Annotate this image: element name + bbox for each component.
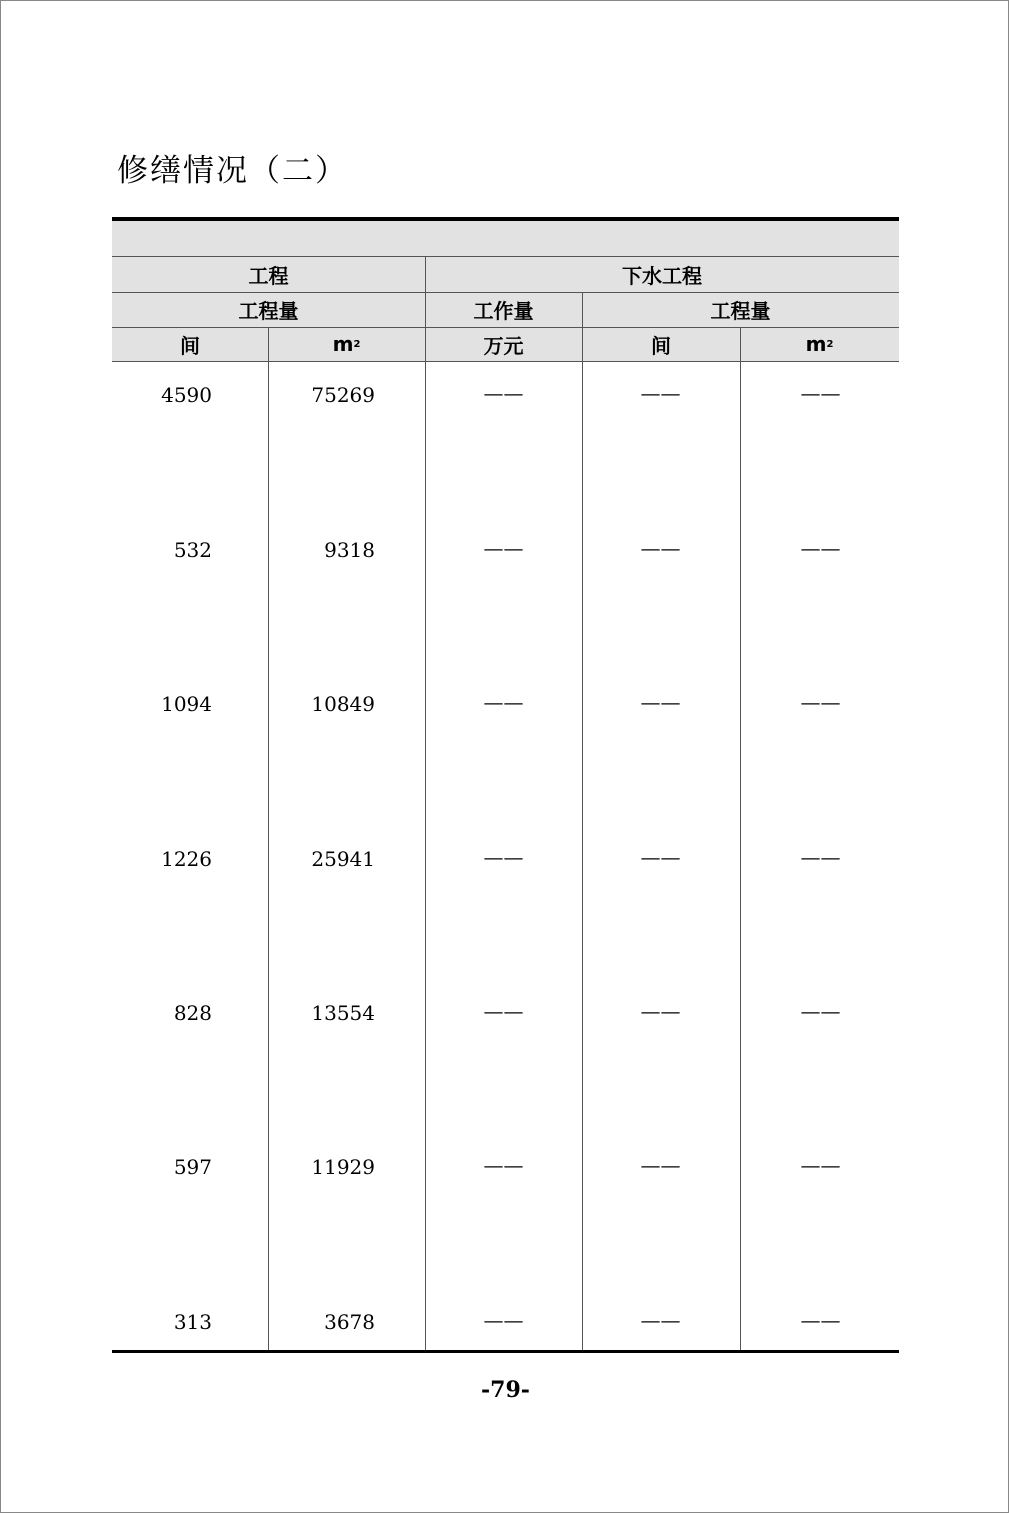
cell-rooms: 1094 [161, 692, 212, 716]
header-sewer-project: 下水工程 [622, 263, 702, 288]
cell-dash: —— [483, 1153, 524, 1177]
table-bottom-rule [112, 1350, 899, 1353]
cell-area: 9318 [324, 538, 375, 562]
cell-dash: —— [483, 845, 524, 869]
cell-dash: —— [483, 536, 524, 560]
cell-dash: —— [640, 381, 681, 405]
cell-area: 11929 [311, 1155, 375, 1179]
unit-superscript-2: 2 [826, 338, 834, 350]
unit-ten-thousand-yuan: 万元 [483, 333, 524, 358]
cell-dash: —— [800, 1308, 841, 1332]
column-divider [425, 256, 426, 1350]
cell-dash: —— [483, 690, 524, 714]
cell-area: 13554 [311, 1001, 375, 1025]
cell-rooms: 1226 [161, 847, 212, 871]
unit-superscript: 2 [353, 338, 361, 350]
header-quantity-left: 工程量 [238, 299, 299, 323]
cell-dash: —— [483, 381, 524, 405]
cell-rooms: 313 [173, 1310, 212, 1334]
page-number: -79- [481, 1377, 530, 1403]
unit-rooms-2: 间 [651, 333, 671, 358]
header-divider [112, 361, 899, 362]
cell-dash: —— [640, 690, 681, 714]
cell-rooms: 4590 [161, 383, 212, 407]
repair-table [112, 217, 899, 1354]
unit-square-meters-2 [740, 327, 899, 361]
cell-dash: —— [800, 999, 841, 1023]
cell-dash: —— [800, 1153, 841, 1177]
cell-dash: —— [800, 845, 841, 869]
unit-square-meters [268, 327, 425, 361]
cell-dash: —— [800, 536, 841, 560]
cell-dash: —— [640, 1153, 681, 1177]
cell-dash: —— [800, 381, 841, 405]
unit-m: m [332, 332, 354, 356]
cell-rooms: 597 [173, 1155, 212, 1179]
cell-dash: —— [640, 536, 681, 560]
header-work-amount: 工作量 [473, 299, 534, 323]
cell-area: 75269 [311, 383, 375, 407]
column-divider [582, 292, 583, 1350]
cell-area: 3678 [324, 1310, 375, 1334]
cell-area: 10849 [311, 692, 375, 716]
column-divider [268, 327, 269, 1350]
cell-dash: —— [640, 1308, 681, 1332]
cell-dash: —— [640, 845, 681, 869]
unit-rooms: 间 [180, 333, 200, 358]
cell-area: 25941 [311, 847, 375, 871]
cell-dash: —— [483, 1308, 524, 1332]
cell-rooms: 828 [173, 1001, 212, 1025]
header-project: 工程 [248, 263, 289, 288]
column-divider [740, 327, 741, 1350]
cell-dash: —— [483, 999, 524, 1023]
unit-m-2: m [805, 332, 827, 356]
cell-rooms: 532 [173, 538, 212, 562]
cell-dash: —— [640, 999, 681, 1023]
cell-dash: —— [800, 690, 841, 714]
page-title: 修缮情况（二） [117, 153, 348, 189]
header-quantity-right: 工程量 [710, 299, 771, 323]
